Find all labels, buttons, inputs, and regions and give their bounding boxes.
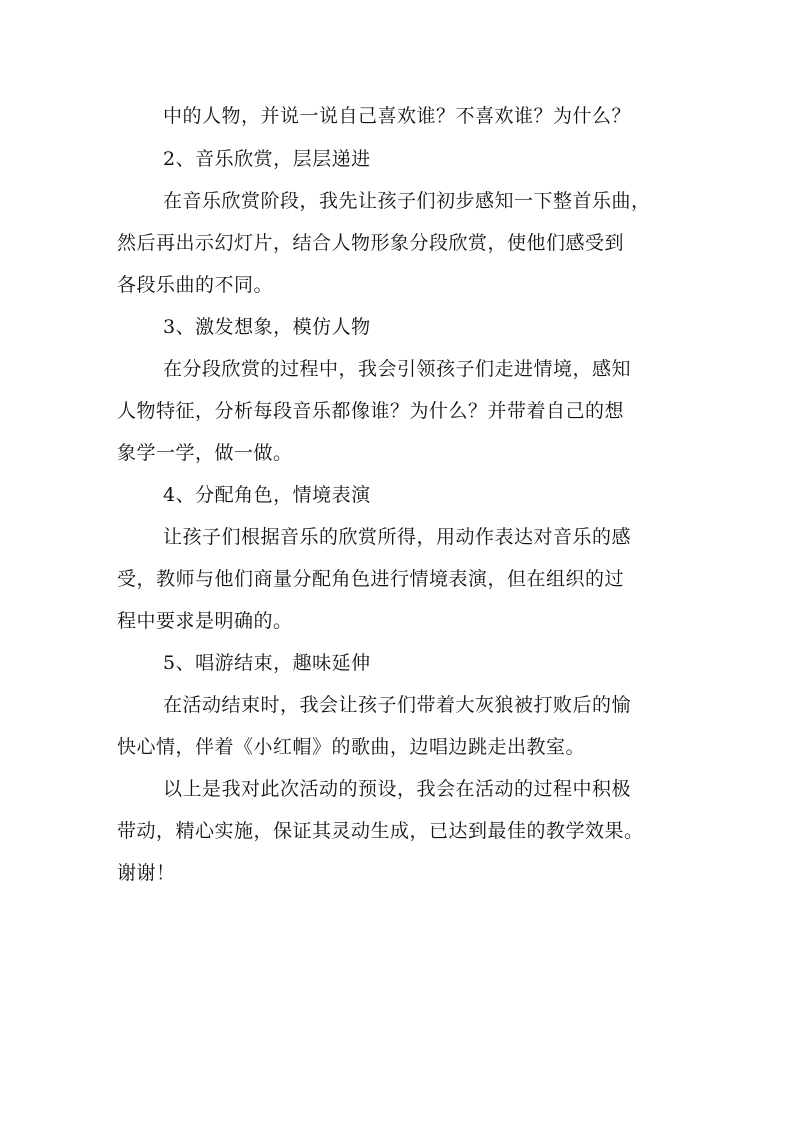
paragraph-line: 然后再出示幻灯片，结合人物形象分段欣赏，使他们感受到 <box>117 232 625 254</box>
paragraph-line: 让孩子们根据音乐的欣赏所得，用动作表达对音乐的感 <box>163 526 632 548</box>
paragraph-line: 带动，精心实施，保证其灵动生成，已达到最佳的教学效果。 <box>117 820 644 842</box>
section-heading-5: 5、唱游结束，趣味延伸 <box>163 652 371 674</box>
section-heading-2: 2、音乐欣赏，层层递进 <box>163 148 371 170</box>
paragraph-line: 各段乐曲的不同。 <box>117 274 274 296</box>
section-heading-4: 4、分配角色，情境表演 <box>163 484 371 506</box>
paragraph-line: 以上是我对此次活动的预设，我会在活动的过程中积极 <box>163 778 632 800</box>
closing-line: 谢谢！ <box>117 862 176 884</box>
paragraph-line: 象学一学，做一做。 <box>117 442 293 464</box>
paragraph-line: 中的人物，并说一说自己喜欢谁？不喜欢谁？为什么？ <box>163 105 632 127</box>
paragraph-line: 在活动结束时，我会让孩子们带着大灰狼被打败后的愉 <box>163 694 632 716</box>
paragraph-line: 受，教师与他们商量分配角色进行情境表演，但在组织的过 <box>117 568 625 590</box>
paragraph-line: 程中要求是明确的。 <box>117 610 293 632</box>
paragraph-line: 在音乐欣赏阶段，我先让孩子们初步感知一下整首乐曲， <box>163 190 651 212</box>
paragraph-line: 快心情，伴着《小红帽》的歌曲，边唱边跳走出教室。 <box>117 736 586 758</box>
section-heading-3: 3、激发想象，模仿人物 <box>163 316 371 338</box>
paragraph-line: 在分段欣赏的过程中，我会引领孩子们走进情境，感知 <box>163 358 632 380</box>
paragraph-line: 人物特征，分析每段音乐都像谁？为什么？并带着自己的想 <box>117 400 625 422</box>
